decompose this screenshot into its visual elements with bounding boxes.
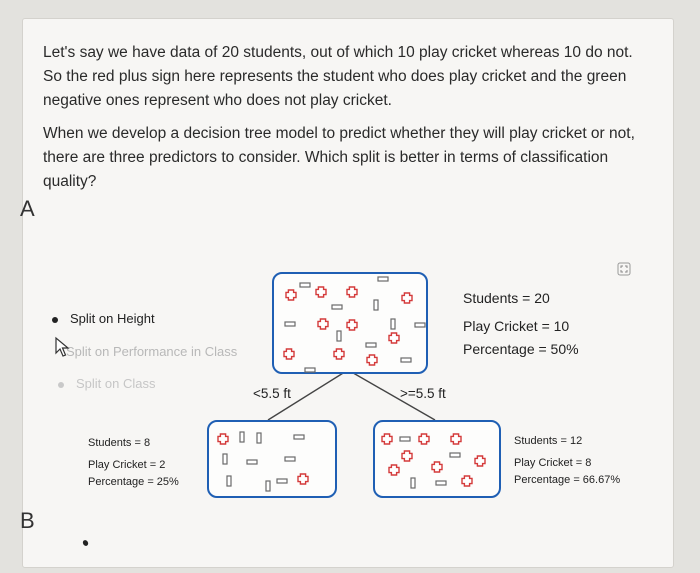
left-play-cricket: Play Cricket = 2 bbox=[88, 459, 166, 471]
minus-icon bbox=[366, 343, 376, 347]
plus-icon bbox=[347, 320, 357, 330]
minus-icon bbox=[266, 481, 270, 491]
plus-icon bbox=[286, 290, 296, 300]
plus-icon bbox=[284, 349, 294, 359]
edge-label-left: <5.5 ft bbox=[253, 386, 291, 401]
option-b-label[interactable]: B bbox=[20, 508, 35, 533]
minus-icon bbox=[450, 453, 460, 457]
minus-icon bbox=[400, 437, 410, 441]
minus-icon bbox=[415, 323, 425, 327]
minus-icon bbox=[285, 457, 295, 461]
left-students: Students = 8 bbox=[88, 437, 151, 449]
minus-icon bbox=[240, 432, 244, 442]
minus-icon bbox=[277, 479, 287, 483]
right-students: Students = 12 bbox=[514, 435, 583, 447]
plus-icon bbox=[347, 287, 357, 297]
minus-icon bbox=[285, 322, 295, 326]
root-percentage: Percentage = 50% bbox=[463, 341, 579, 357]
bullet-split-on-performance: Split on Performance in Class bbox=[66, 344, 238, 359]
plus-icon bbox=[218, 434, 228, 444]
left-percentage: Percentage = 25% bbox=[88, 476, 179, 488]
question-paragraph-2: When we develop a decision tree model to predict whether they will play cricket or not, there are three predictors to consider. Which split is better in terms of classification quality? bbox=[43, 125, 635, 190]
bullet-split-on-height: Split on Height bbox=[52, 311, 155, 326]
plus-icon bbox=[402, 293, 412, 303]
minus-icon bbox=[401, 358, 411, 362]
question-paragraph-1: Let's say we have data of 20 students, out of which 10 play cricket whereas 10 do not. So the red plus sign here represents the student who does play cricket and the green negative ones represent who does not play cricket. bbox=[43, 44, 633, 109]
minus-icon bbox=[337, 331, 341, 341]
minus-icon bbox=[391, 319, 395, 329]
root-students: Students = 20 bbox=[463, 290, 550, 306]
plus-icon bbox=[451, 434, 461, 444]
root-play-cricket: Play Cricket = 10 bbox=[463, 318, 570, 334]
minus-icon bbox=[374, 300, 378, 310]
plus-icon bbox=[389, 465, 399, 475]
option-a-label[interactable]: A bbox=[20, 196, 35, 221]
minus-icon bbox=[436, 481, 446, 485]
plus-icon bbox=[402, 451, 412, 461]
minus-icon bbox=[411, 478, 415, 488]
right-percentage: Percentage = 66.67% bbox=[514, 474, 621, 486]
minus-icon bbox=[294, 435, 304, 439]
plus-icon bbox=[419, 434, 429, 444]
minus-icon bbox=[305, 368, 315, 372]
plus-icon bbox=[298, 474, 308, 484]
bullet-split-on-class: Split on Class bbox=[58, 376, 155, 391]
minus-icon bbox=[223, 454, 227, 464]
minus-icon bbox=[247, 460, 257, 464]
minus-icon bbox=[378, 277, 388, 281]
edge-label-right: >=5.5 ft bbox=[400, 386, 446, 401]
plus-icon bbox=[475, 456, 485, 466]
plus-icon bbox=[367, 355, 377, 365]
plus-icon bbox=[432, 462, 442, 472]
plus-icon bbox=[334, 349, 344, 359]
minus-icon bbox=[300, 283, 310, 287]
minus-icon bbox=[257, 433, 261, 443]
plus-icon bbox=[382, 434, 392, 444]
plus-icon bbox=[316, 287, 326, 297]
plus-icon bbox=[318, 319, 328, 329]
plus-icon bbox=[462, 476, 472, 486]
minus-icon bbox=[332, 305, 342, 309]
plus-icon bbox=[389, 333, 399, 343]
minus-icon bbox=[227, 476, 231, 486]
right-play-cricket: Play Cricket = 8 bbox=[514, 457, 592, 469]
